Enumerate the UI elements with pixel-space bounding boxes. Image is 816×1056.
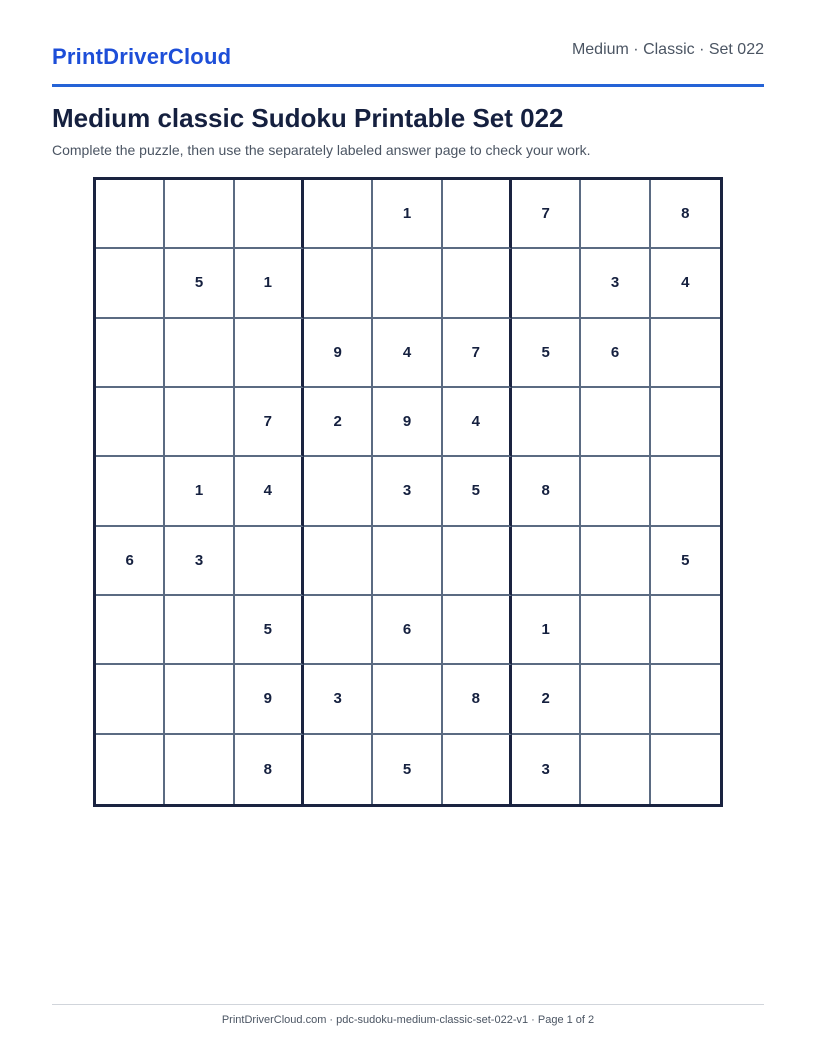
sudoku-cell <box>651 319 720 388</box>
sudoku-cell <box>96 180 165 249</box>
sudoku-cell <box>96 457 165 526</box>
sudoku-cell: 8 <box>512 457 581 526</box>
sudoku-cell <box>304 457 373 526</box>
sudoku-cell <box>304 249 373 318</box>
sudoku-cell: 7 <box>443 319 512 388</box>
sudoku-cell: 3 <box>512 735 581 804</box>
sudoku-cell <box>443 735 512 804</box>
sudoku-cell <box>165 319 234 388</box>
sudoku-cell: 3 <box>304 665 373 734</box>
sudoku-cell <box>165 180 234 249</box>
sudoku-cell <box>443 596 512 665</box>
page-subtitle: Complete the puzzle, then use the separately labeled answer page to check your work. <box>52 142 591 158</box>
sudoku-cell: 9 <box>235 665 304 734</box>
sudoku-cell <box>651 388 720 457</box>
sudoku-cell: 1 <box>235 249 304 318</box>
sudoku-cell <box>96 388 165 457</box>
sudoku-grid <box>93 177 723 807</box>
sudoku-cell <box>651 457 720 526</box>
sudoku-cell <box>96 665 165 734</box>
sudoku-cell: 9 <box>373 388 442 457</box>
sudoku-cell: 4 <box>443 388 512 457</box>
sudoku-cell: 6 <box>373 596 442 665</box>
sudoku-cell: 4 <box>651 249 720 318</box>
sudoku-cell: 1 <box>512 596 581 665</box>
sudoku-cell: 4 <box>373 319 442 388</box>
footer-divider <box>52 1004 764 1005</box>
sudoku-cell <box>651 665 720 734</box>
sudoku-cell <box>304 596 373 665</box>
sudoku-cell: 1 <box>373 180 442 249</box>
sudoku-cell: 2 <box>304 388 373 457</box>
sudoku-cell: 9 <box>304 319 373 388</box>
sudoku-cell <box>96 596 165 665</box>
sudoku-cell <box>651 596 720 665</box>
sudoku-cell <box>512 527 581 596</box>
sudoku-cell <box>304 180 373 249</box>
sudoku-cell <box>581 388 650 457</box>
sudoku-cell <box>304 735 373 804</box>
sudoku-cell: 2 <box>512 665 581 734</box>
sudoku-cell: 8 <box>235 735 304 804</box>
sudoku-cell <box>165 735 234 804</box>
sudoku-cell: 5 <box>373 735 442 804</box>
sudoku-cell: 7 <box>235 388 304 457</box>
page-footer: PrintDriverCloud.com · pdc-sudoku-medium-classic-set-022-v1 · Page 1 of 2 <box>221 1014 595 1026</box>
sudoku-cell <box>581 596 650 665</box>
sudoku-cell <box>235 527 304 596</box>
sudoku-cell: 5 <box>235 596 304 665</box>
sudoku-cell: 3 <box>373 457 442 526</box>
sudoku-cell <box>443 527 512 596</box>
sudoku-cell <box>581 735 650 804</box>
page-header <box>52 36 764 87</box>
sudoku-cell: 4 <box>235 457 304 526</box>
sudoku-cell <box>512 249 581 318</box>
sudoku-cell: 8 <box>443 665 512 734</box>
sudoku-cell: 6 <box>96 527 165 596</box>
sudoku-cell: 5 <box>651 527 720 596</box>
sudoku-cell <box>581 665 650 734</box>
sudoku-cell <box>165 388 234 457</box>
sudoku-cell <box>443 249 512 318</box>
sudoku-cell <box>165 596 234 665</box>
sudoku-cell <box>96 319 165 388</box>
sudoku-cell: 5 <box>443 457 512 526</box>
sudoku-cell: 3 <box>165 527 234 596</box>
sudoku-cell <box>581 527 650 596</box>
sudoku-cell <box>165 665 234 734</box>
sudoku-cell <box>96 249 165 318</box>
sudoku-cell <box>443 180 512 249</box>
sudoku-cell: 3 <box>581 249 650 318</box>
sudoku-cell <box>96 735 165 804</box>
sudoku-cell <box>373 527 442 596</box>
sudoku-cell: 6 <box>581 319 650 388</box>
sudoku-cell <box>651 735 720 804</box>
page-title: Medium classic Sudoku Printable Set 022 <box>52 103 564 133</box>
sudoku-cell: 5 <box>512 319 581 388</box>
sudoku-cell: 7 <box>512 180 581 249</box>
sudoku-cell <box>512 388 581 457</box>
sudoku-cell: 1 <box>165 457 234 526</box>
puzzle-meta: Medium · Classic · Set 022 <box>571 41 764 58</box>
sudoku-cell <box>304 527 373 596</box>
brand-logo-text: PrintDriverCloud <box>52 44 232 69</box>
sudoku-cell <box>235 180 304 249</box>
sudoku-cell <box>373 665 442 734</box>
sudoku-cell <box>581 457 650 526</box>
sudoku-cell: 8 <box>651 180 720 249</box>
sudoku-cell: 5 <box>165 249 234 318</box>
sudoku-cell <box>373 249 442 318</box>
sudoku-cell <box>235 319 304 388</box>
sudoku-cell <box>581 180 650 249</box>
